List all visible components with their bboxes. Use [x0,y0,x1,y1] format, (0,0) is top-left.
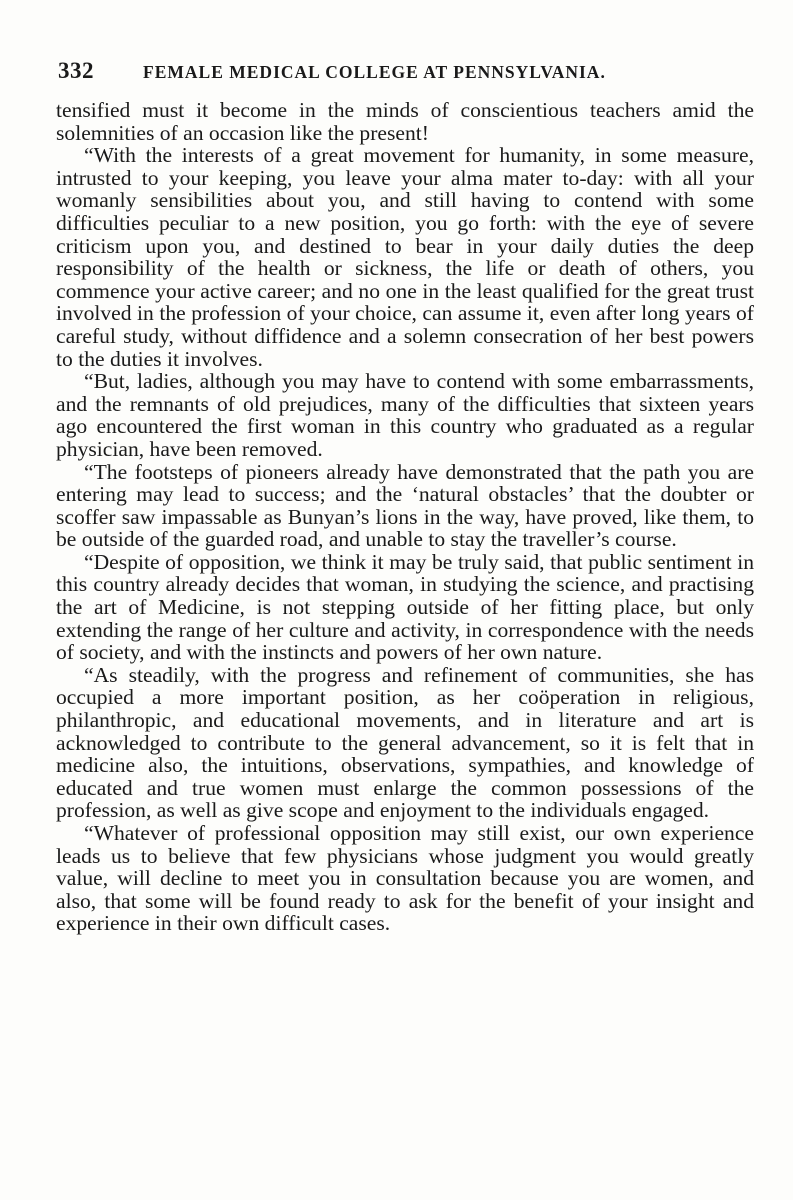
paragraph: “The footsteps of pioneers already have demonstrated that the path you are entering may lead to success; and the ‘natural obstacles’ that the doubter or scoffer saw impassable as Bunyan’s lions in the way, have proved, like them, to be outside of the guarded road, and unable to stay the traveller’s course. [56,459,754,552]
page-number: 332 [58,58,94,83]
paragraph: “As steadily, with the progress and refinement of communities, she has occupied a more important position, as her coöperation in religious, philanthropic, and educational movements, and in literature and art is acknowledged to contribute to the general advancement, so it is felt that in medicine also, the intuitions, observations, sympathies, and knowledge of educated and true women must enlarge the common possessions of the profession, as well as give scope and enjoyment to the individuals engaged. [56,662,754,823]
paragraph: “Despite of opposition, we think it may be truly said, that public sentiment in this country already decides that woman, in studying the science, and practising the art of Medicine, is not stepping outside of her fitting place, but only extending the range of her culture and activity, in correspondence with the needs of society, and with the instincts and powers of her own nature. [56,549,754,665]
running-title: FEMALE MEDICAL COLLEGE AT PENNSYLVANIA. [143,62,606,82]
body-text [56,99,754,935]
paragraph: “Whatever of professional opposition may still exist, our own experience leads us to believe that few physicians whose judgment you would greatly value, will decline to meet you in consultation because you are women, and also, that some will be found ready to ask for the benefit of your insight and experience in their own difficult cases. [56,821,754,936]
paragraph: “With the interests of a great movement for humanity, in some measure, intrusted to your keeping, you leave your alma mater to-day: with all your womanly sensibilities about you, and still having to contend with some difficulties peculiar to a new position, you go forth: with the eye of severe criticism upon you, and destined to bear in your daily duties the deep responsibility of the health or sickness, the life or death of others, you commence your active career; and no one in the least qualified for the great trust involved in the profession of your choice, can assume it, even after long years of careful study, without diffidence and a solemn consecration of her best powers to the duties it involves. [56,143,754,371]
paragraph: “But, ladies, although you may have to contend with some embarrassments, and the remnants of old prejudices, many of the difficulties that sixteen years ago encountered the first woman in this country who graduated as a regular physician, have been removed. [56,369,754,461]
paragraph-continuation: tensified must it become in the minds of conscientious teachers amid the solemnities of an occasion like the present! [56,98,754,145]
running-head [58,58,748,88]
